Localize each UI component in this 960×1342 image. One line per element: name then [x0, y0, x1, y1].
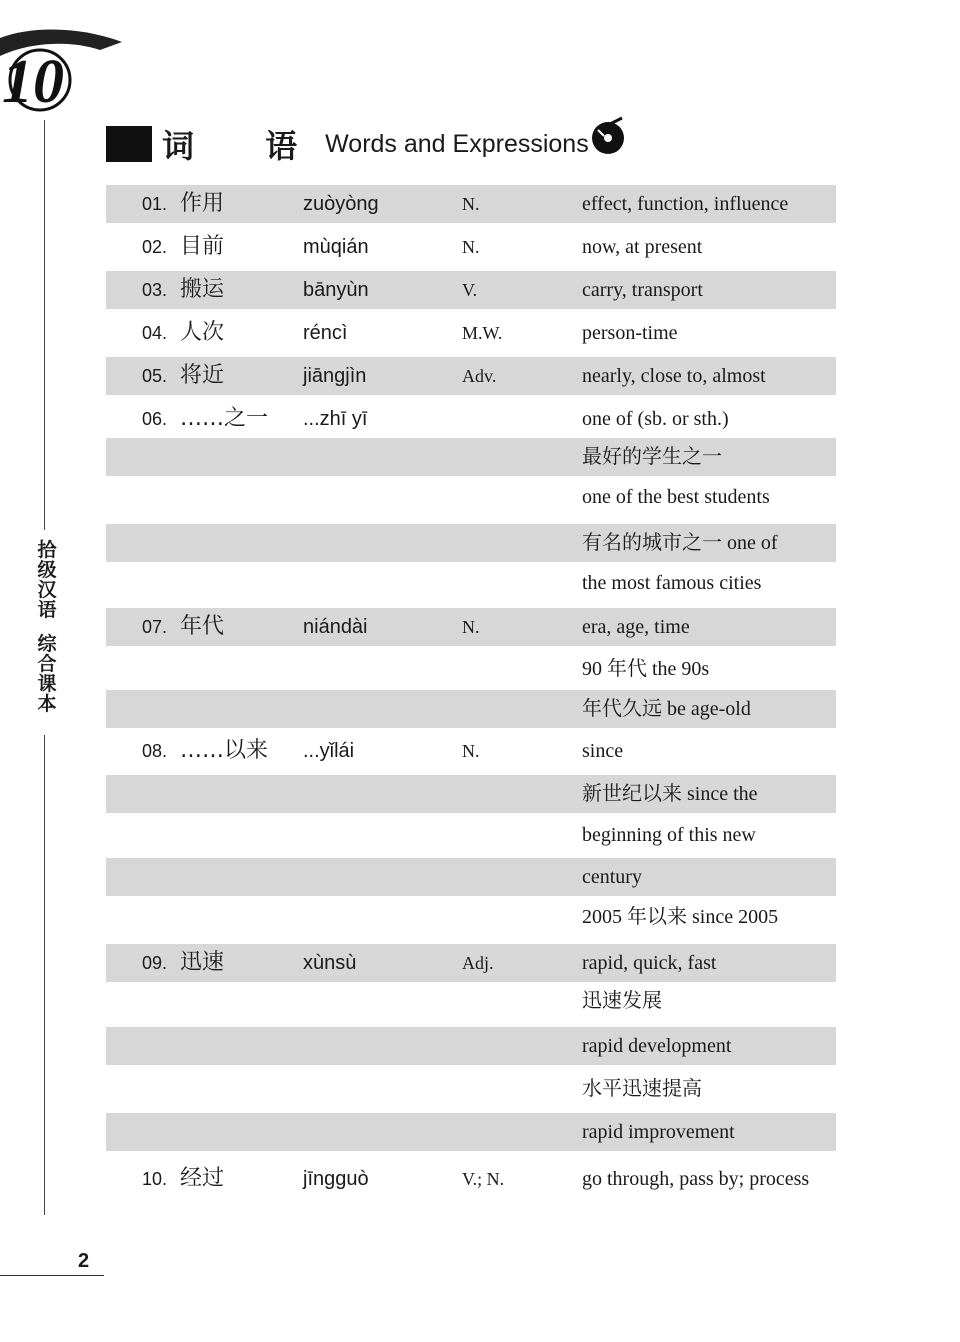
entry-definition: 90 年代 the 90s — [582, 658, 710, 680]
table-row — [106, 271, 836, 309]
table-row — [106, 944, 836, 982]
section-heading — [106, 124, 589, 164]
entry-number: 10. — [142, 1169, 168, 1189]
entry-pinyin: bānyùn — [303, 279, 369, 301]
entry-part-of-speech: N. — [462, 194, 480, 214]
entry-definition: 有名的城市之一 one of — [582, 532, 778, 554]
page-number: 2 — [78, 1250, 90, 1272]
entry-word: ……以来 — [180, 738, 269, 763]
entry-definition: one of (sb. or sth.) — [582, 408, 729, 430]
entry-definition: rapid development — [582, 1035, 732, 1057]
entry-definition: 年代久远 be age-old — [582, 698, 751, 720]
entry-definition: 2005 年以来 since 2005 — [582, 906, 779, 928]
entry-number: 02. — [142, 237, 168, 257]
entry-pinyin: jīngguò — [303, 1168, 369, 1190]
table-row — [106, 438, 836, 476]
entry-word: 搬运 — [180, 277, 225, 302]
entry-part-of-speech: N. — [462, 237, 480, 257]
section-title-zh: 词 语 — [162, 127, 328, 165]
entry-definition: go through, pass by; process — [582, 1168, 810, 1190]
entry-pinyin: mùqián — [303, 236, 369, 258]
entry-number: 04. — [142, 323, 168, 343]
spine-title — [36, 540, 58, 714]
table-row — [106, 858, 836, 896]
section-title-en: Words and Expressions — [325, 129, 589, 158]
table-row — [106, 478, 836, 516]
entry-number: 03. — [142, 280, 168, 300]
spine-series-title: 拾级汉语 — [37, 539, 57, 621]
entry-definition: 迅速发展 — [582, 990, 662, 1012]
entry-word: 年代 — [180, 614, 225, 639]
entry-definition: century — [582, 866, 642, 888]
table-row — [106, 228, 836, 266]
entry-pinyin: zuòyòng — [303, 193, 379, 215]
entry-word: 经过 — [180, 1166, 225, 1191]
entry-pinyin: niándài — [303, 616, 368, 638]
spine-line-top — [44, 120, 45, 530]
table-row — [106, 1070, 836, 1108]
entry-word: ……之一 — [180, 406, 269, 431]
table-row — [106, 357, 836, 395]
table-row — [106, 1027, 836, 1065]
entry-part-of-speech: N. — [462, 617, 480, 637]
entry-part-of-speech: N. — [462, 741, 480, 761]
entry-part-of-speech: V.; N. — [462, 1169, 505, 1189]
table-row — [106, 524, 836, 562]
table-row — [106, 982, 836, 1020]
entry-definition: effect, function, influence — [582, 193, 789, 215]
entry-pinyin: ...zhī yī — [303, 408, 368, 430]
table-row — [106, 898, 836, 936]
entry-definition: since — [582, 740, 624, 762]
entry-definition: 水平迅速提高 — [582, 1078, 702, 1100]
entry-definition: 最好的学生之一 — [582, 446, 722, 468]
entry-definition: one of the best students — [582, 486, 770, 508]
entry-number: 09. — [142, 953, 168, 973]
entry-pinyin: ...yǐlái — [303, 740, 355, 762]
spine-line-bottom — [44, 735, 45, 1215]
table-row — [106, 816, 836, 854]
entry-word: 目前 — [180, 234, 225, 259]
entry-definition: rapid improvement — [582, 1121, 735, 1143]
entry-definition: era, age, time — [582, 616, 690, 638]
entry-word: 将近 — [180, 363, 225, 388]
table-row — [106, 732, 836, 770]
entry-word: 作用 — [180, 191, 225, 216]
table-row — [106, 690, 836, 728]
entry-part-of-speech: Adj. — [462, 953, 494, 973]
entry-pinyin: réncì — [303, 322, 348, 344]
entry-definition: rapid, quick, fast — [582, 952, 717, 974]
entry-number: 01. — [142, 194, 168, 214]
table-row — [106, 185, 836, 223]
page-number-rule — [0, 1275, 104, 1276]
table-row — [106, 1113, 836, 1151]
entry-definition: person-time — [582, 322, 678, 344]
table-row — [106, 1160, 836, 1198]
cd-icon[interactable] — [588, 116, 628, 160]
lesson-number: 10 — [2, 48, 64, 115]
entry-definition: the most famous cities — [582, 572, 762, 594]
entry-pinyin: jiāngjìn — [303, 365, 367, 387]
entry-definition: nearly, close to, almost — [582, 365, 766, 387]
entry-part-of-speech: M.W. — [462, 323, 503, 343]
table-row — [106, 314, 836, 352]
entry-word: 迅速 — [180, 950, 225, 975]
entry-definition: now, at present — [582, 236, 703, 258]
lesson-number-badge — [0, 20, 130, 115]
entry-definition: carry, transport — [582, 279, 703, 301]
entry-part-of-speech: Adv. — [462, 366, 497, 386]
table-row — [106, 775, 836, 813]
entry-number: 08. — [142, 741, 168, 761]
table-row — [106, 650, 836, 688]
entry-word: 人次 — [180, 320, 225, 345]
table-row — [106, 608, 836, 646]
table-row — [106, 564, 836, 602]
entry-number: 06. — [142, 409, 168, 429]
heading-block — [106, 126, 152, 162]
entry-definition: beginning of this new — [582, 824, 756, 846]
entry-pinyin: xùnsù — [303, 952, 357, 974]
entry-definition: 新世纪以来 since the — [582, 783, 758, 805]
table-row — [106, 400, 836, 438]
spine-book-title: 综合课本 — [37, 633, 57, 715]
entry-number: 07. — [142, 617, 168, 637]
entry-part-of-speech: V. — [462, 280, 478, 300]
entry-number: 05. — [142, 366, 168, 386]
